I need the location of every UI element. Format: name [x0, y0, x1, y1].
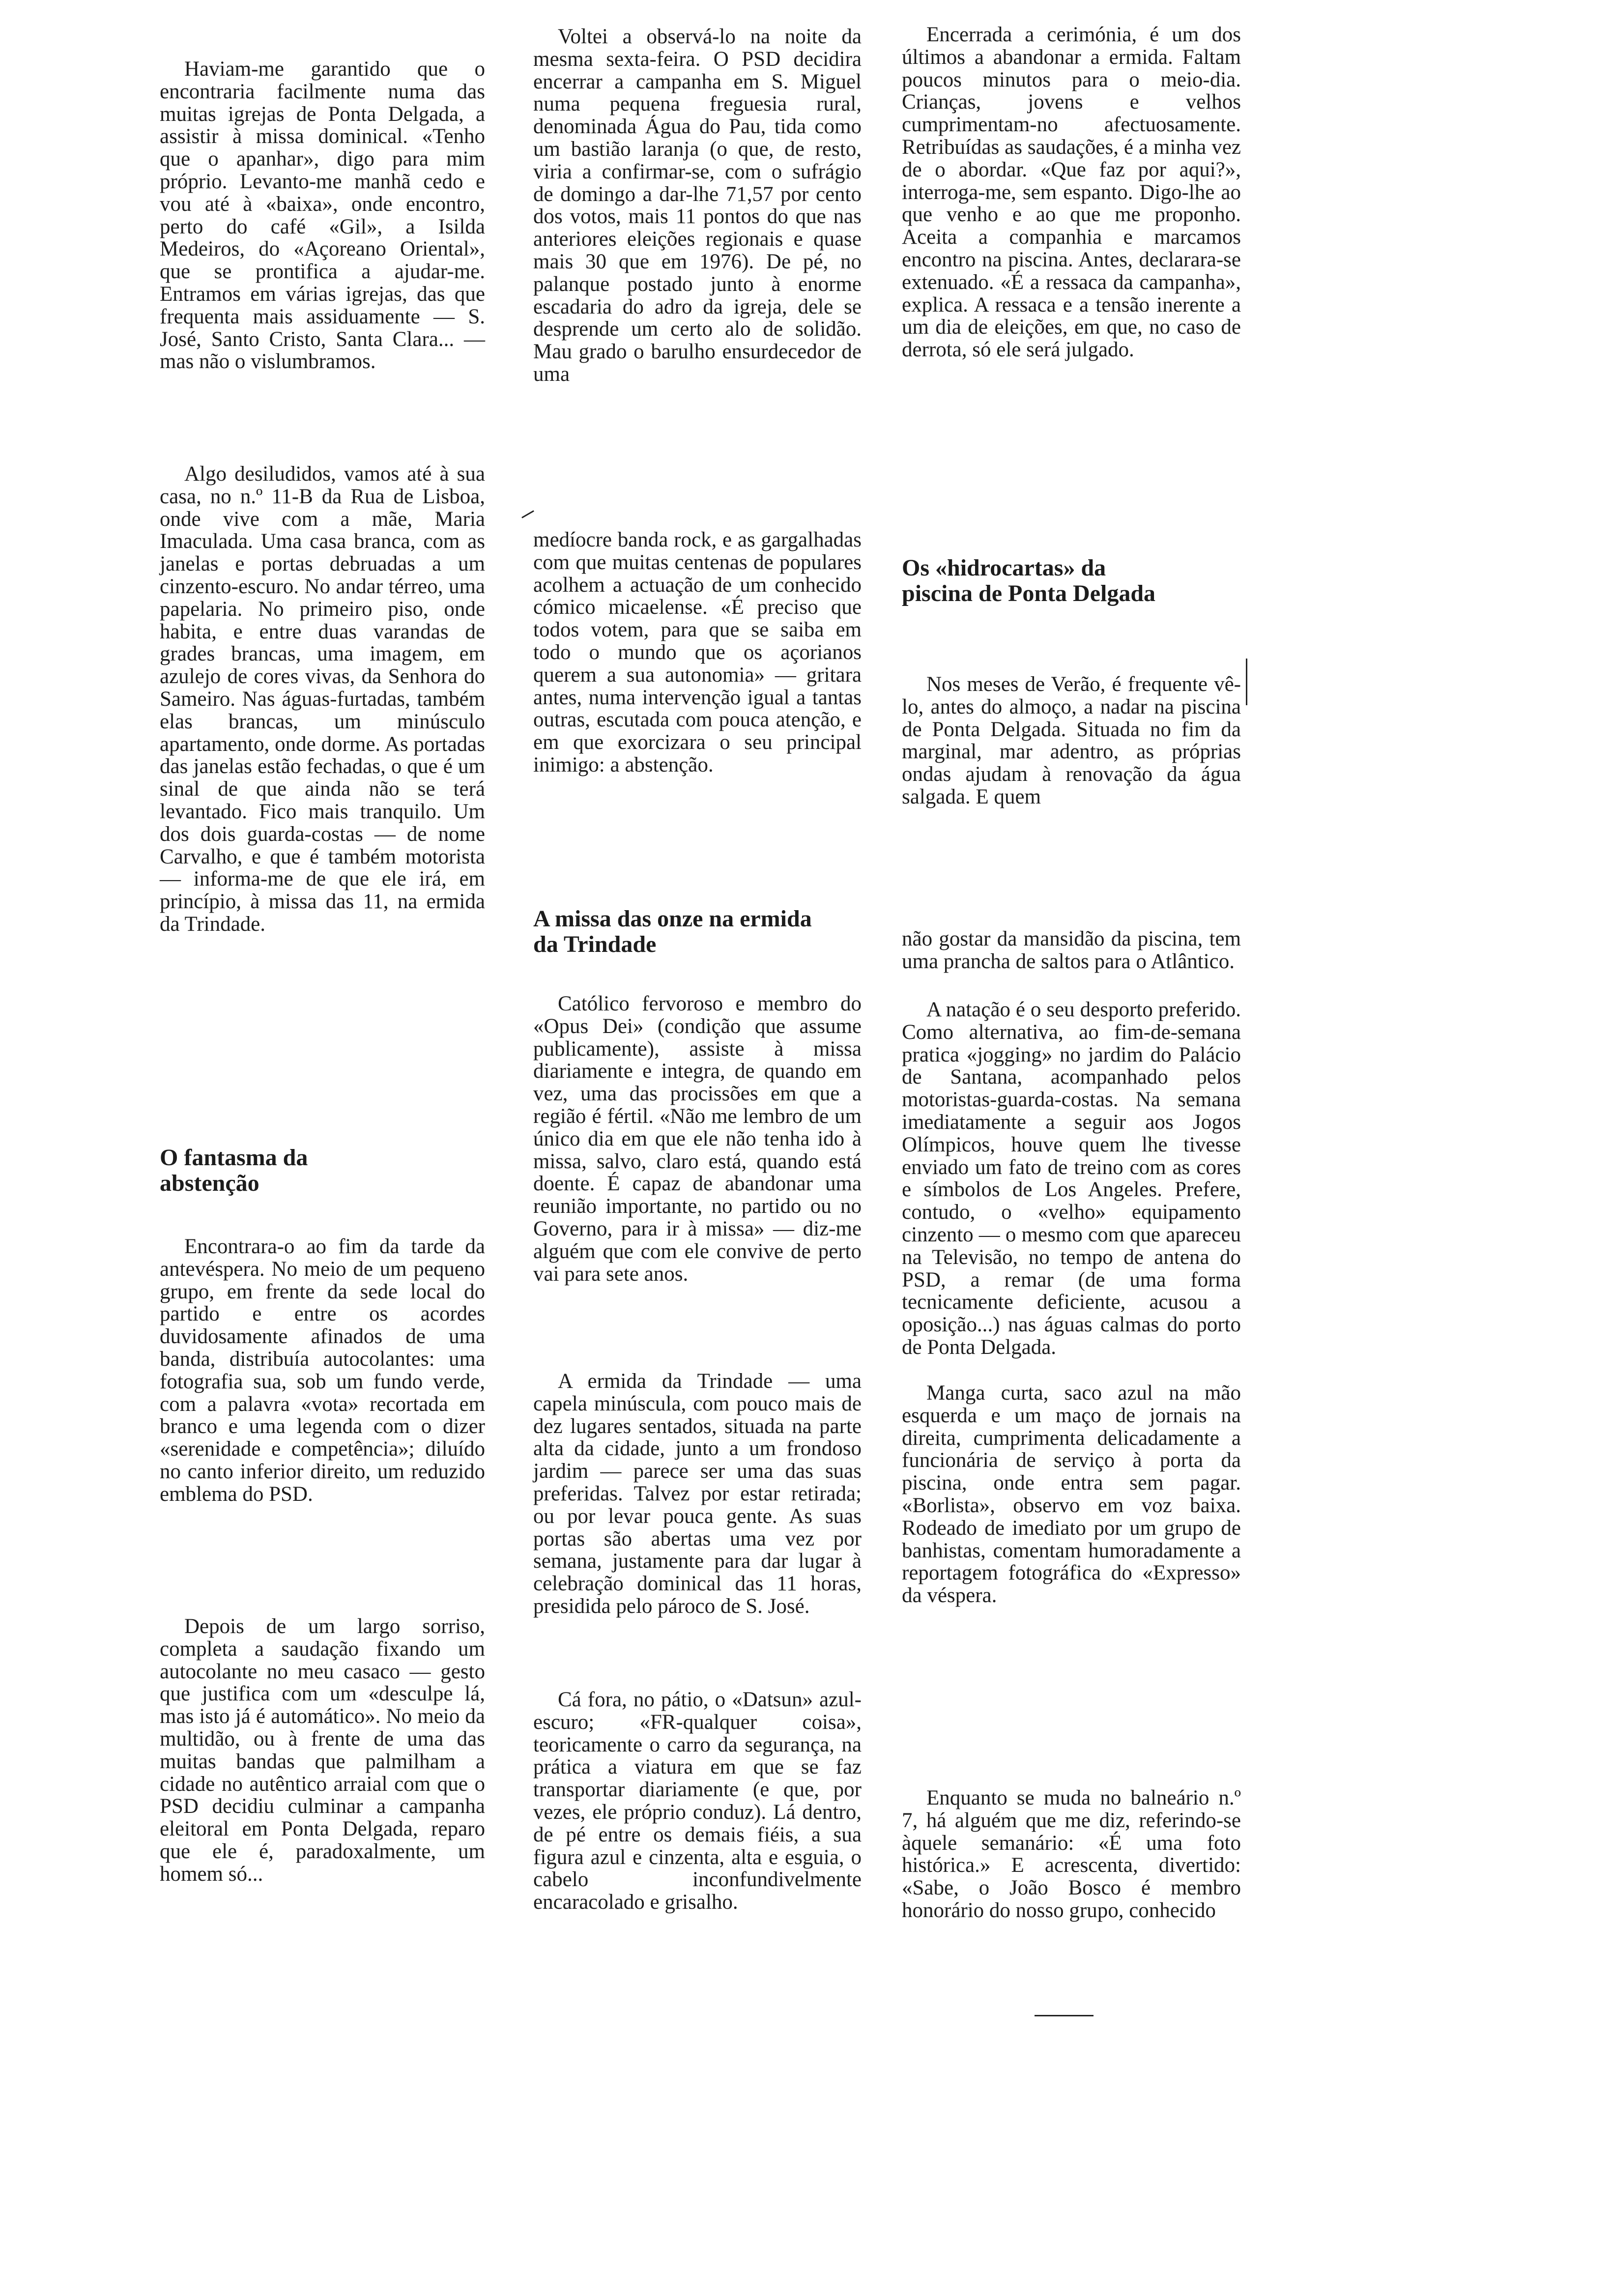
paragraph: [902, 1382, 1241, 1607]
paragraph-text: Manga curta, saco azul na mão esquerda e um maço de jornais na direita, cumprimenta delicadamente a funcionária de serviço à porta da piscina, onde entra sem pagar. «Borlista», observo em voz baixa. Rodeado de imediato por um grupo de banhistas, comentam humoradamente a reportagem fotográfica do «Expresso» da véspera.: [902, 1381, 1241, 1607]
paragraph: [160, 463, 485, 936]
paragraph-text: medíocre banda rock, e as gargalhadas com que muitas centenas de populares acolhem a actuação de um conhecido cómico micaelense. «É preciso que todos votem, para que se saiba em todo o mundo que os açorianos querem a sua autonomia» — gritara antes, numa intervenção igual a tantas outras, escutada com pouca atenção, e em que exorcizara o seu principal inimigo: a abstenção.: [533, 528, 862, 776]
paragraph: [160, 58, 485, 373]
paragraph: [160, 1235, 485, 1506]
paragraph-text: não gostar da mansidão da piscina, tem uma prancha de saltos para o Atlântico.: [902, 927, 1241, 973]
paragraph: [533, 1370, 862, 1618]
paragraph-text: Depois de um largo sorriso, completa a saudação fixando um autocolante no meu casaco — gesto que justifica com um «desculpe lá, mas isto já é automático». No meio da multidão, ou à frente de uma das muitas bandas que palmilham a cidade no autêntico arraial com que o PSD decidiu culminar a campanha eleitoral em Ponta Delgada, reparo que ele é, paradoxalmente, um homem só...: [160, 1615, 485, 1886]
paragraph-text: Cá fora, no pátio, o «Datsun» azul-escuro; «FR-qualquer coisa», teoricamente o carro da segurança, na prática a viatura em que se faz transportar diariamente (e que, por vezes, ele próprio conduz). Lá dentro, de pé entre os demais fiéis, a sua figura azul e cinzenta, alta e esguia, o cabelo inconfundivelmente encaracolado e grisalho.: [533, 1688, 862, 1914]
stray-mark: [521, 510, 534, 518]
paragraph-text: Encontrara-o ao fim da tarde da antevéspera. No meio de um pequeno grupo, em frente da sede local do partido e entre os acordes duvidosamente afinados de uma banda, distribuía autocolantes: uma fotografia sua, sob um fundo verde, com a palavra «vota» recortada em branco e uma legenda com o dizer «serenidade e competência»; diluído no canto inferior direito, um reduzido emblema do PSD.: [160, 1235, 485, 1506]
paragraph: [902, 24, 1241, 361]
paragraph: [533, 26, 862, 386]
paragraph-text: Nos meses de Verão, é frequente vê-lo, antes do almoço, a nadar na piscina de Ponta Delgada. Situada no fim da marginal, mar adentro, as próprias ondas ajudam à renovação da água salgada. E quem: [902, 673, 1241, 808]
paragraph: [902, 928, 1241, 973]
edge-mark: [1246, 659, 1247, 705]
paragraph: [533, 993, 862, 1285]
paragraph-text: Haviam-me garantido que o encontraria facilmente numa das muitas igrejas de Ponta Delgada, a assistir à missa dominical. «Tenho que o apanhar», digo para mim próprio. Levanto-me manhã cedo e vou até à «baixa», onde encontro, perto do café «Gil», a Isilda Medeiros, do «Açoreano Oriental», que se prontifica a ajudar-me. Entramos em várias igrejas, das que frequenta mais assiduamente — S. José, Santo Cristo, Santa Clara... — mas não o vislumbramos.: [160, 57, 485, 373]
paragraph-text: Voltei a observá-lo na noite da mesma sexta-feira. O PSD decidira encerrar a campanha em S. Miguel numa pequena freguesia rural, denominada Água do Pau, tida como um bastião laranja (o que, de resto, viria a confirmar-se, com o sufrágio de domingo a dar-lhe 71,57 por cento dos votos, mais 11 pontos do que nas anteriores eleições regionais e quase mais 30 que em 1976). De pé, no palanque postado junto à enorme escadaria do adro da igreja, dele se desprende um certo alo de solidão. Mau grado o barulho ensurdecedor de uma: [533, 25, 862, 386]
paragraph-text: Algo desiludidos, vamos até à sua casa, no n.º 11-B da Rua de Lisboa, onde vive com a mãe, Maria Imaculada. Uma casa branca, com as janelas e portas debruadas a um cinzento-escuro. No andar térreo, uma papelaria. No primeiro piso, onde habita, e entre duas varandas de grades brancas, uma imagem, em azulejo de cores vivas, da Senhora do Sameiro. Nas águas-furtadas, também elas brancas, um minúsculo apartamento, onde dorme. As portadas das janelas estão fechadas, o que é um sinal de que ainda não se terá levantado. Fico mais tranquilo. Um dos dois guarda-costas — de nome Carvalho, e que é também motorista — informa-me de que ele irá, em princípio, à missa das 11, na ermida da Trindade.: [160, 462, 485, 936]
paragraph: [533, 529, 862, 776]
paragraph-text: Encerrada a cerimónia, é um dos últimos a abandonar a ermida. Faltam poucos minutos para o meio-dia. Crianças, jovens e velhos cumprimentam-no afectuosamente. Retribuídas as saudações, é a minha vez de o abordar. «Que faz por aqui?», interroga-me, sem espanto. Digo-lhe ao que venho e ao que me proponho. Aceita a companhia e marcamos encontro na piscina. Antes, declarara-se extenuado. «É a ressaca da campanha», explica. A ressaca e a tensão inerente a um dia de eleições, em que, no caso de derrota, só ele será julgado.: [902, 23, 1241, 362]
section-heading: Os «hidrocartas» da piscina de Ponta Delgada: [902, 555, 1156, 606]
paragraph: [902, 1787, 1241, 1922]
paragraph-text: A ermida da Trindade — uma capela minúscula, com pouco mais de dez lugares sentados, situada na parte alta da cidade, junto a um frondoso jardim — parece ser uma das suas preferidas. Talvez por estar retirada; ou por levar pouca gente. As suas portas são abertas uma vez por semana, justamente para dar lugar à celebração dominical das 11 horas, presidida pelo pároco de S. José.: [533, 1370, 862, 1618]
paragraph-text: Católico fervoroso e membro do «Opus Dei» (condição que assume publicamente), assiste à missa diariamente e integra, de quando em vez, uma das procissões em que a região é fértil. «Não me lembro de um único dia em que ele não tenha ido à missa, salvo, claro está, quando está doente. É capaz de abandonar uma reunião importante, no partido ou no Governo, para ir à missa» — diz-me alguém que com ele convive de perto vai para sete anos.: [533, 992, 862, 1286]
paragraph: [160, 1615, 485, 1886]
section-heading: A missa das onze na ermida da Trindade: [533, 906, 812, 957]
paragraph: [902, 673, 1241, 808]
divider-mark: [1035, 2015, 1094, 2016]
paragraph: [533, 1689, 862, 1914]
section-heading: O fantasma da abstenção: [160, 1145, 308, 1196]
paragraph: [902, 999, 1241, 1359]
paragraph-text: A natação é o seu desporto preferido. Como alternativa, ao fim-de-semana pratica «jogging» no jardim do Palácio de Santana, acompanhado pelos motoristas-guarda-costas. Na semana imediatamente a seguir aos Jogos Olímpicos, houve quem lhe tivesse enviado um fato de treino com as cores e símbolos de Los Angeles. Prefere, contudo, o «velho» equipamento cinzento — o mesmo com que apareceu na Televisão, no tempo de antena do PSD, a remar (de uma forma tecnicamente deficiente, acusou a oposição...) nas águas calmas do porto de Ponta Delgada.: [902, 998, 1241, 1359]
paragraph-text: Enquanto se muda no balneário n.º 7, há alguém que me diz, referindo-se àquele semanário: «É uma foto histórica.» E acrescenta, divertido: «Sabe, o João Bosco é membro honorário do nosso grupo, conhecido: [902, 1786, 1241, 1922]
